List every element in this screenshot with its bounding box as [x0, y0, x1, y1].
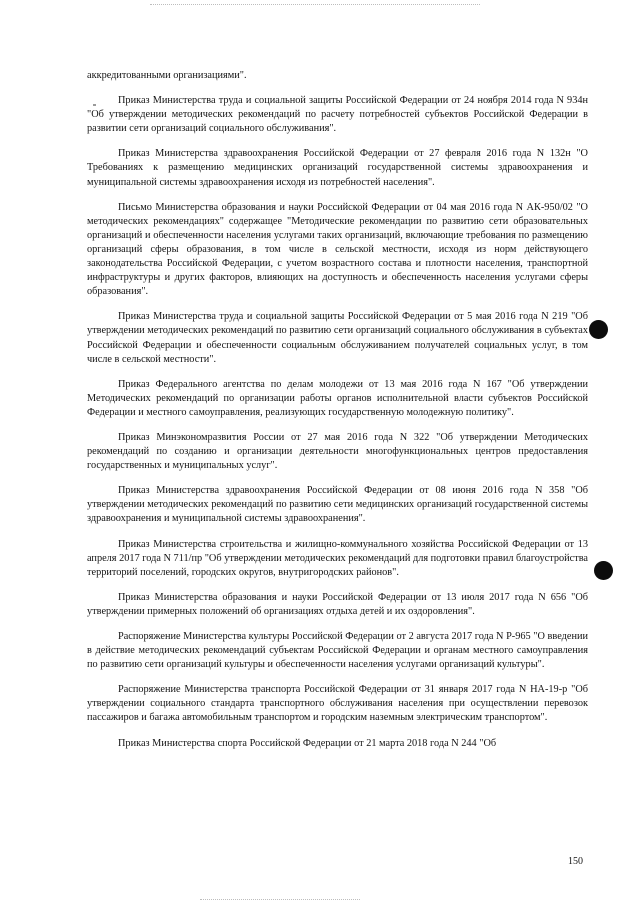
paragraph-order-r-965: Распоряжение Министерства культуры Российской Федерации от 2 августа 2017 года N Р-965 "О введении в действие методических рекомендаций субъектам Российской Федерации и органам местного самоуправления по развитию сети организаций культуры и обеспеченности населения услугами организаций культуры".: [87, 631, 588, 671]
paragraph-order-219: Приказ Министерства труда и социальной защиты Российской Федерации от 5 мая 2016 года N 219 "Об утверждении методических рекомендаций по развитию сети организаций социального обслуживания в субъектах Российской Федерации и обеспеченности социальным обслуживанием получателей социальных услуг, в том числе в сельской местности".: [87, 311, 588, 365]
paragraph-order-244: Приказ Министерства спорта Российской Федерации от 21 марта 2018 года N 244 "Об: [118, 737, 497, 749]
paragraph-order-358: Приказ Министерства здравоохранения Российской Федерации от 08 июня 2016 года N 358 "Об утверждении методических рекомендаций по развитию сети медицинских организаций государственной системы здравоохранения и муниципальной системы здравоохранения".: [87, 485, 588, 525]
punch-hole-mark: [589, 320, 608, 339]
paragraph-order-322: Приказ Минэкономразвития России от 27 мая 2016 года N 322 "Об утверждении Методических рекомендаций по созданию и организации деятельности многофункциональных центров предоставления государственных и муниципальных услуг".: [87, 431, 588, 472]
paragraph-order-132n: Приказ Министерства здравоохранения Российской Федерации от 27 февраля 2016 года N 132н "О Требованиях к размещению медицинских организаций государственной системы здравоохранения и муниципальной системы здравоохранения исходя из потребностей населения".: [87, 148, 588, 188]
paragraph-letter-ak-950: Письмо Министерства образования и науки Российской Федерации от 04 мая 2016 года N АК-950/02 "О методических рекомендациях" содержащее "Методические рекомендации по развитию сети образовательных организаций и обеспеченности населения услугами таких организаций, включающие требования по размещению организаций сферы образования, в том числе в сельской местности, исходя из норм действующего законодательства Российской Федерации, с учетом возрастного состава и плотности населения, транспортной инфраструктуры и других факторов, влияющих на доступность и обеспеченность населения услугами сферы образования".: [87, 201, 588, 298]
paragraph-order-na-19: Распоряжение Министерства транспорта Российской Федерации от 31 января 2017 года N НА-19-р "Об утверждении социального стандарта транспортного обслуживания населения при осуществлении перевозок пассажиров и багажа автомобильным транспортом и городским наземным электрическим транспортом".: [87, 684, 588, 724]
punch-hole-mark: [594, 561, 613, 580]
paragraph-order-934n: Приказ Министерства труда и социальной защиты Российской Федерации от 24 ноября 2014 года N 934н "Об утверждении методических рекомендаций по расчету потребностей субъектов Российской Федерации в развитии сети организаций социального обслуживания".: [87, 95, 588, 135]
document-body: [87, 69, 588, 762]
paragraph-order-656: Приказ Министерства образования и науки Российской Федерации от 13 июля 2017 года N 656 "Об утверждении примерных положений об организациях отдыха детей и их оздоровления".: [87, 591, 588, 617]
bottom-scan-edge: [200, 899, 360, 900]
paragraph-order-711: Приказ Министерства строительства и жилищно-коммунального хозяйства Российской Федерации от 13 апреля 2017 года N 711/пр "Об утверждении методических рекомендаций для подготовки правил благоустройства территорий поселений, городских округов, внутригородских районов".: [87, 538, 588, 578]
paragraph-continuation: аккредитованными организациями".: [87, 70, 247, 81]
top-scan-edge: [150, 4, 480, 5]
page-number: 150: [568, 856, 583, 867]
paragraph-order-167: Приказ Федерального агентства по делам молодежи от 13 мая 2016 года N 167 "Об утверждении Методических рекомендаций по организации работы органов исполнительной власти субъектов Российской Федерации и местного самоуправления, реализующих государственную молодежную политику".: [87, 378, 588, 418]
